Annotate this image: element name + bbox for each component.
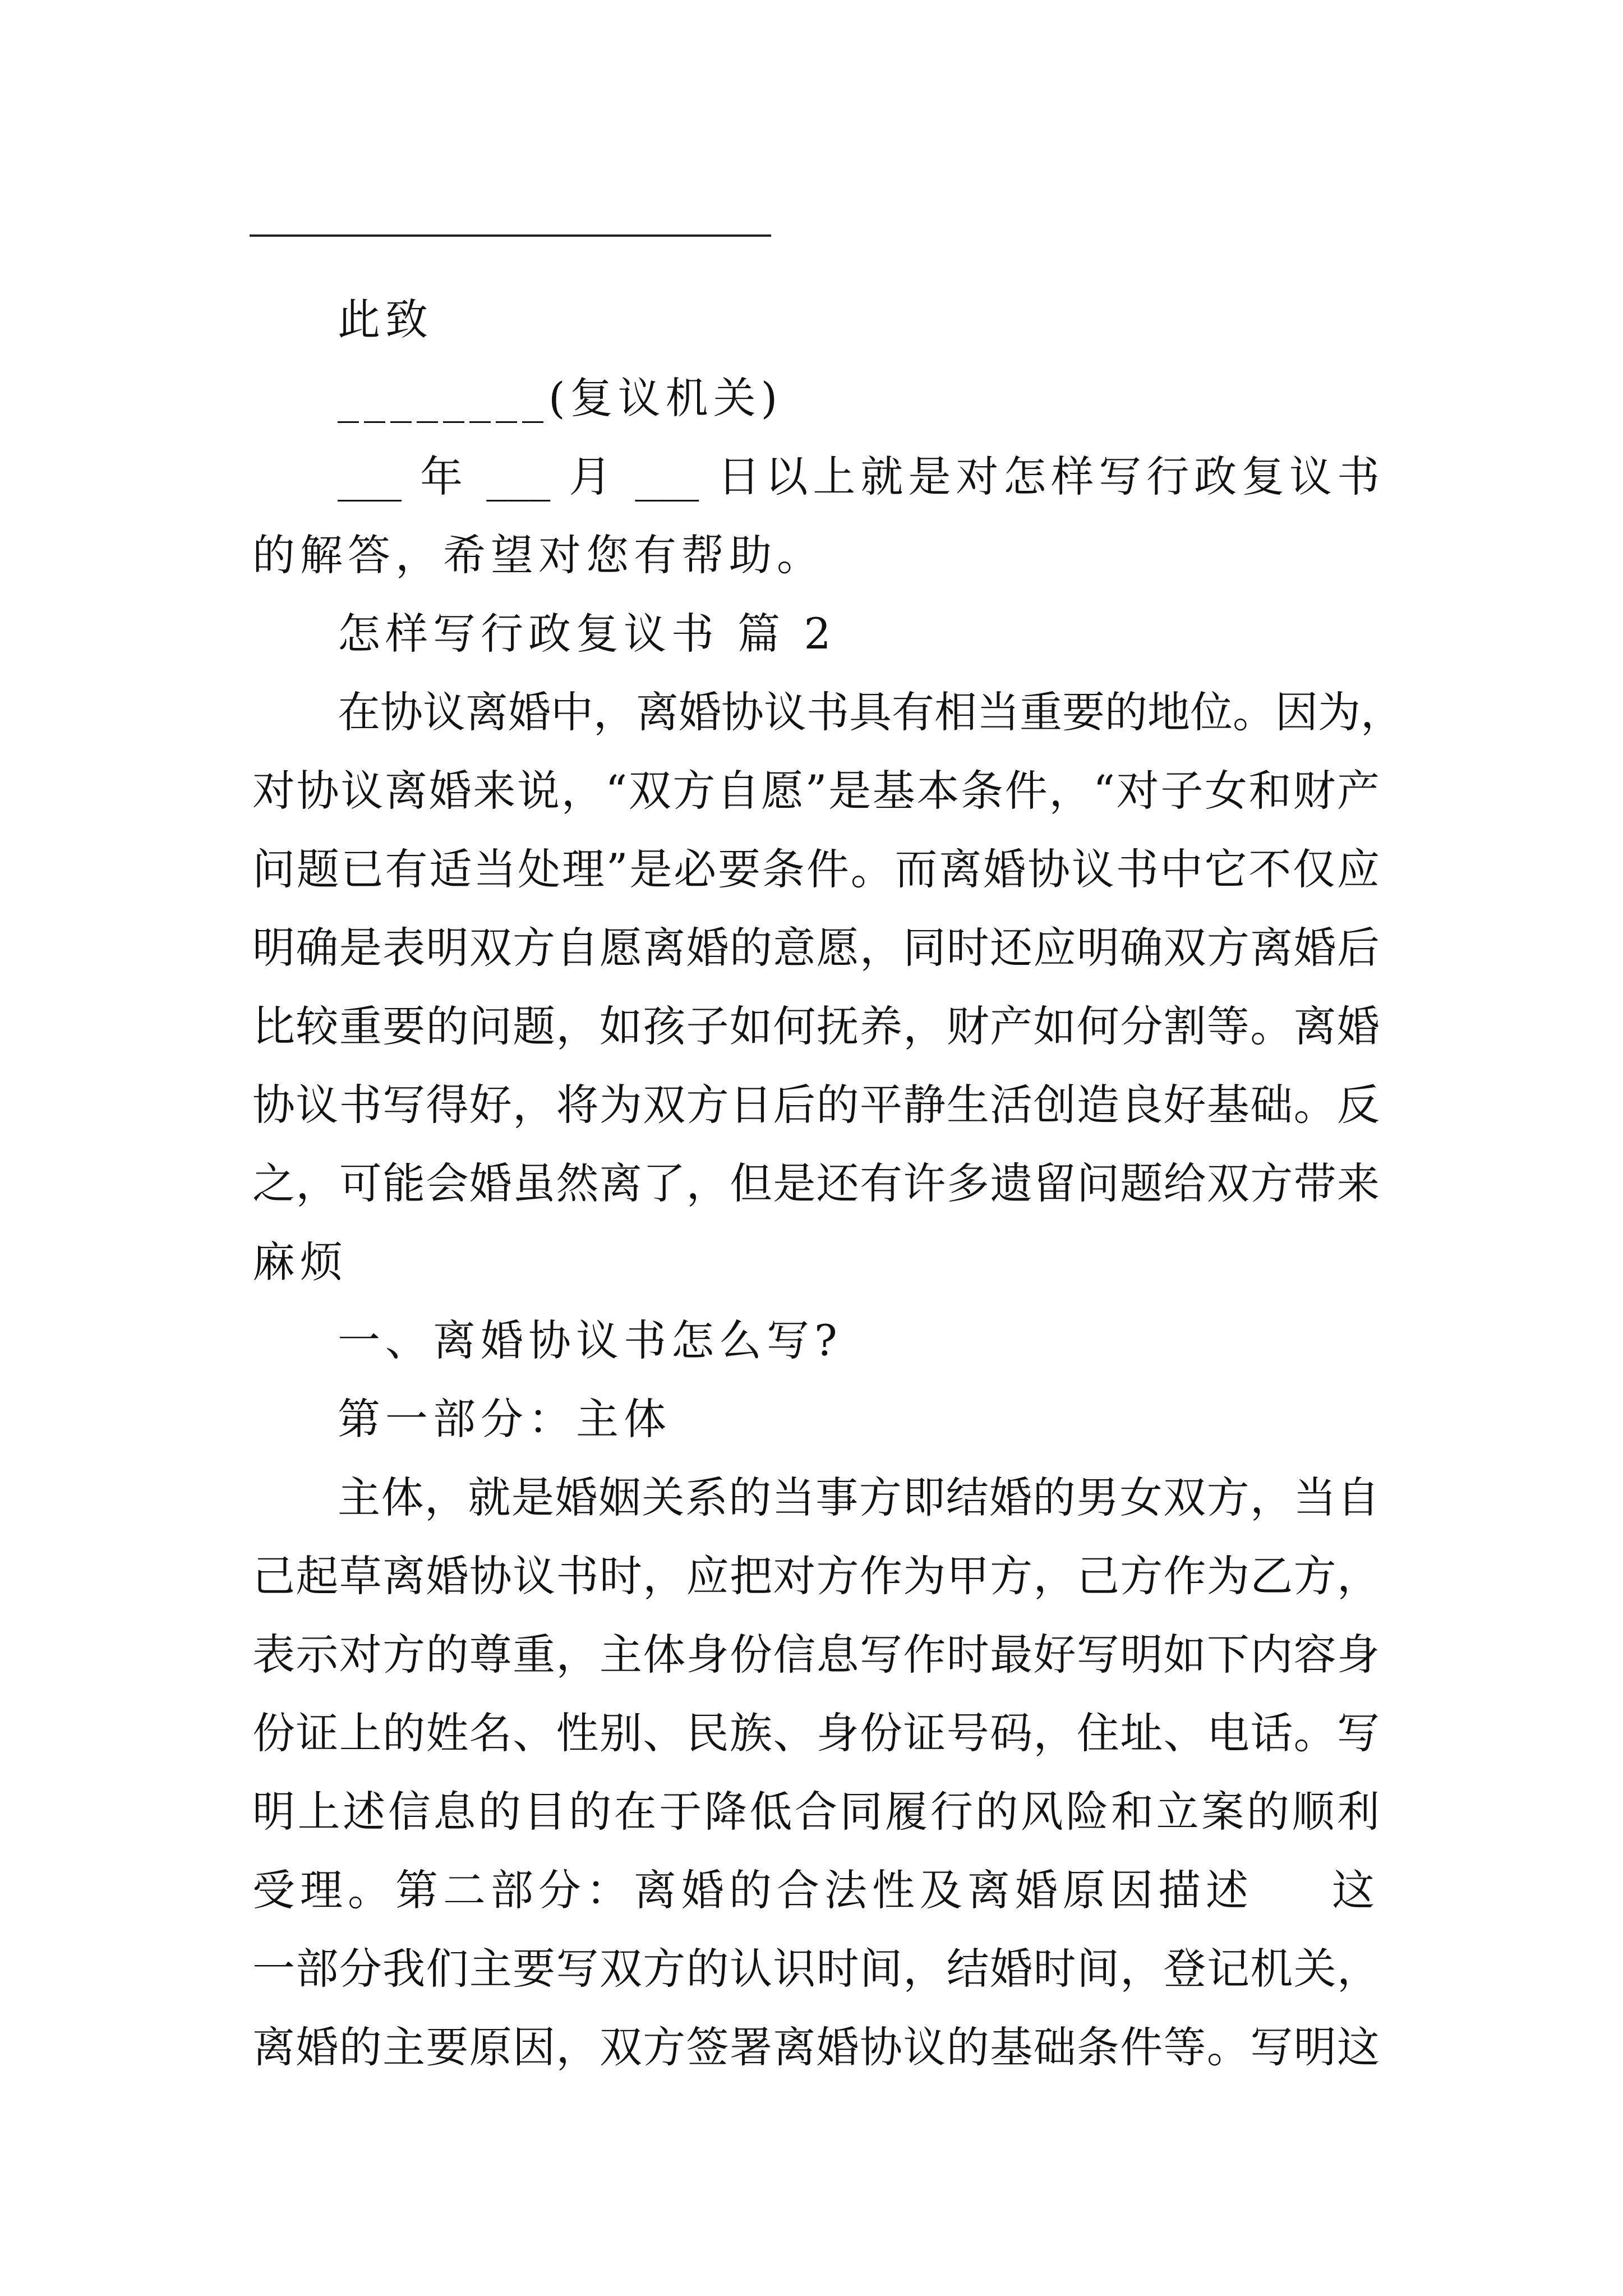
paragraph-line: 份证上的姓名、性别、民族、身份证号码，住址、电话。写 <box>252 1708 1380 1758</box>
salutation-line: 此致 <box>338 295 433 344</box>
date-line: ___ 年 ___ 月 ___ 日以上就是对怎样写行政复议书 <box>338 452 1380 501</box>
paragraph-line: 表示对方的尊重，主体身份信息写作时最好写明如下内容身 <box>252 1630 1380 1680</box>
paragraph-line: 对协议离婚来说，“双方自愿”是基本条件，“对子女和财产 <box>252 766 1380 816</box>
paragraph-line: 主体，就是婚姻关系的当事方即结婚的男女双方，当自 <box>338 1473 1380 1522</box>
paragraph-line: 明上述信息的目的在于降低合同履行的风险和立案的顺利 <box>252 1787 1380 1837</box>
closing-line: 的解答，希望对您有帮助。 <box>252 530 824 580</box>
paragraph-line: 之，可能会婚虽然离了，但是还有许多遗留问题给双方带来 <box>252 1158 1380 1208</box>
paragraph-line: 明确是表明双方自愿离婚的意愿，同时还应明确双方离婚后 <box>252 923 1380 973</box>
top-rule-line <box>250 234 771 237</box>
paragraph-line-split <box>252 1862 1380 1918</box>
subheading: 第一部分：主体 <box>338 1394 671 1444</box>
paragraph-line: 离婚的主要原因，双方签署离婚协议的基础条件等。写明这 <box>252 2022 1380 2072</box>
paragraph-line: 一部分我们主要写双方的认识时间，结婚时间，登记机关， <box>252 1944 1380 1994</box>
paragraph-line: 在协议离婚中，离婚协议书具有相当重要的地位。因为， <box>338 687 1403 737</box>
paragraph-line: 麻烦 <box>252 1237 348 1287</box>
paragraph-line: 比较重要的问题，如孩子如何抚养，财产如何分割等。离婚 <box>252 1001 1380 1051</box>
paragraph-line-left: 受理。第二部分：离婚的合法性及离婚原因描述 <box>252 1865 1253 1915</box>
recipient-line: ________(复议机关) <box>338 373 783 423</box>
paragraph-line-right: 这 <box>1332 1865 1380 1915</box>
paragraph-line: 协议书写得好，将为双方日后的平静生活创造良好基础。反 <box>252 1080 1380 1130</box>
section-title: 怎样写行政复议书 篇 2 <box>338 609 836 659</box>
paragraph-line: 己起草离婚协议书时，应把对方作为甲方，己方作为乙方， <box>252 1551 1380 1601</box>
paragraph-line: 问题已有适当处理”是必要条件。而离婚协议书中它不仅应 <box>252 844 1380 894</box>
subheading: 一、离婚协议书怎么写? <box>338 1315 842 1365</box>
